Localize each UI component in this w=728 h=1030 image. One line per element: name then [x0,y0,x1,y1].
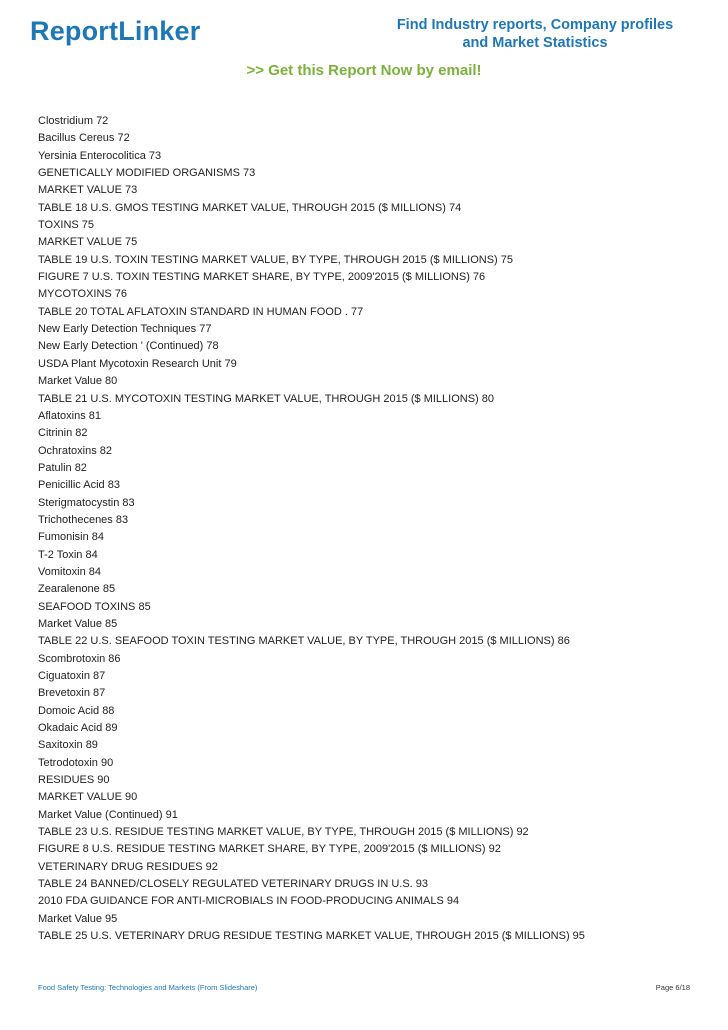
get-report-link[interactable]: >> Get this Report Now by email! [246,62,482,79]
toc-entry: TABLE 25 U.S. VETERINARY DRUG RESIDUE TESTING MARKET VALUE, THROUGH 2015 ($ MILLIONS) 95 [38,930,585,943]
toc-entry: Fumonisin 84 [38,531,105,544]
tagline-line-2[interactable]: and Market Statistics [462,35,608,51]
header-tagline [380,16,690,52]
toc-entry: Saxitoxin 89 [38,739,98,752]
toc-entry: Okadaic Acid 89 [38,722,118,735]
toc-entry: Market Value 80 [38,375,118,388]
toc-entry: GENETICALLY MODIFIED ORGANISMS 73 [38,167,256,180]
toc-entry: FIGURE 7 U.S. TOXIN TESTING MARKET SHARE, BY TYPE, 2009'2015 ($ MILLIONS) 76 [38,271,486,284]
toc-entry: Market Value (Continued) 91 [38,808,178,821]
toc-entry: TABLE 24 BANNED/CLOSELY REGULATED VETERINARY DRUGS IN U.S. 93 [38,878,429,891]
toc-entry: Ciguatoxin 87 [38,670,106,682]
toc-entry: Ochratoxins 82 [38,444,112,457]
toc-entry: 2010 FDA GUIDANCE FOR ANTI-MICROBIALS IN FOOD-PRODUCING ANIMALS 94 [38,895,460,908]
toc-entry: Penicillic Acid 83 [38,479,120,492]
toc-entry: Tetrodotoxin 90 [38,756,114,769]
cta-banner [0,62,728,79]
table-of-contents [38,113,698,946]
toc-entry: FIGURE 8 U.S. RESIDUE TESTING MARKET SHARE, BY TYPE, 2009'2015 ($ MILLIONS) 92 [38,843,501,856]
toc-entry: TABLE 18 U.S. GMOS TESTING MARKET VALUE, THROUGH 2015 ($ MILLIONS) 74 [38,201,462,214]
toc-entry: SEAFOOD TOXINS 85 [38,600,151,613]
toc-entry: Clostridium 72 [38,115,109,127]
toc-entry: Domoic Acid 88 [38,704,115,717]
reportlinker-logo[interactable]: ReportLinker [30,16,201,46]
toc-entry: T-2 Toxin 84 [38,548,98,561]
toc-entry: Sterigmatocystin 83 [38,496,135,509]
toc-entry: VETERINARY DRUG RESIDUES 92 [38,860,218,873]
toc-entry: Citrinin 82 [38,427,88,440]
toc-entry: Zearalenone 85 [38,583,116,596]
toc-entry: MARKET VALUE 90 [38,791,138,804]
toc-entry: TABLE 20 TOTAL AFLATOXIN STANDARD IN HUMAN FOOD . 77 [38,305,364,318]
toc-entry: RESIDUES 90 [38,774,110,787]
toc-entry: Vomitoxin 84 [38,565,101,578]
toc-entry: TABLE 21 U.S. MYCOTOXIN TESTING MARKET VALUE, THROUGH 2015 ($ MILLIONS) 80 [38,392,495,405]
toc-entry: Scombrotoxin 86 [38,652,121,665]
toc-entry: TOXINS 75 [38,219,95,232]
toc-entry: Market Value 95 [38,912,118,925]
toc-entry: TABLE 23 U.S. RESIDUE TESTING MARKET VALUE, BY TYPE, THROUGH 2015 ($ MILLIONS) 92 [38,826,529,839]
toc-entry: MYCOTOXINS 76 [38,288,128,301]
toc-entry: Patulin 82 [38,461,87,474]
toc-entry: USDA Plant Mycotoxin Research Unit 79 [38,357,237,370]
toc-entry: MARKET VALUE 75 [38,236,138,249]
toc-entry: Bacillus Cereus 72 [38,132,130,145]
toc-entry: MARKET VALUE 73 [38,184,138,197]
toc-entry: TABLE 22 U.S. SEAFOOD TOXIN TESTING MARKET VALUE, BY TYPE, THROUGH 2015 ($ MILLIONS) 86 [38,635,570,648]
toc-entry: Trichothecenes 83 [38,513,129,526]
toc-entry: Brevetoxin 87 [38,687,106,700]
toc-entry: Yersinia Enterocolitica 73 [38,149,162,162]
tagline-line-1[interactable]: Find Industry reports, Company profiles [396,17,674,33]
toc-entry: New Early Detection ' (Continued) 78 [38,340,219,353]
toc-entry: New Early Detection Techniques 77 [38,323,212,336]
toc-entry: TABLE 19 U.S. TOXIN TESTING MARKET VALUE, BY TYPE, THROUGH 2015 ($ MILLIONS) 75 [38,253,513,266]
toc-entry: Market Value 85 [38,617,118,630]
footer-source-link[interactable]: Food Safety Testing: Technologies and Markets (From Slideshare) [38,983,258,992]
page-number: Page 6/18 [655,983,690,992]
toc-entry: Aflatoxins 81 [38,409,101,422]
